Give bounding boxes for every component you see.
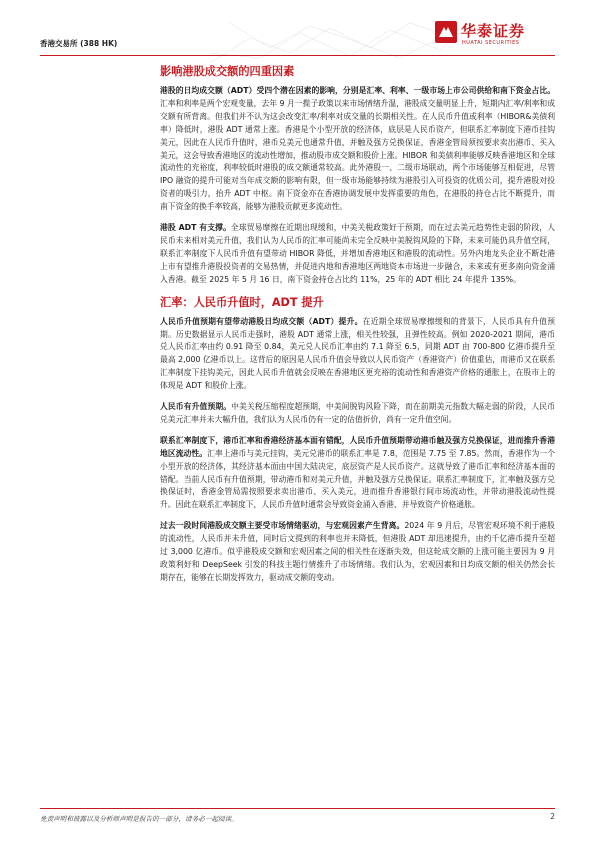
page-number: 2 xyxy=(550,812,555,821)
paragraph-lead: 人民币升值预期有望带动港股日均成交额（ADT）提升。 xyxy=(160,316,363,326)
paragraph-body: 汇率和利率是两个宏观变量，去年 9 月一揽子政策以来市场情绪升温，港股成交量明显上升，短期内汇率/利率和成交额有所背离。但我们并不认为这会改变汇率/利率对成交量的长期相关性。在人民币升值或利率（HIBOR&美债利率）降低时，港股 ADT 通常上涨。香港是个小型开放的经济体，底层是人民币资产，但联系汇率制度下港币挂钩美元，因此在人民币升值时，港币兑美元也通常升值，并触及强方兑换保证，香港金管局须按要求卖出港币、买入美元，这会导致香港地区的流动性增加，推动股市成交额和股价上涨。HIBOR 和美债利率能够反映香港地区和全球流动性的充裕度，利率较低时港股的成交额通常较高。此外港股一、二级市场联动，两个市场能够互相促进，尽管 IPO 融资的提升可能对当年成交额的影响有限，但一级市场能够持续为港股引入可投资的优质公司，提升港股对投资者的吸引力，抬升 ADT 中枢。南下资金亦在香港协调发展中发挥重要的角色，在港股的持仓占比不断提升，而南下资金的换手率较高，能够为港股贡献更多流动性。 xyxy=(160,98,555,212)
paragraph-lead: 人民币有升值预期。 xyxy=(160,402,232,412)
footer-disclaimer: 免责声明和披露以及分析师声明是报告的一部分，请务必一起阅读。 xyxy=(40,815,238,823)
paragraph xyxy=(160,520,555,585)
paragraph-lead: 港股的日均成交额（ADT）受四个潜在因素的影响，分别是汇率、利率、一级市场上市公司供给和南下资金占比。 xyxy=(160,86,555,95)
header-pattern-graphic xyxy=(210,18,470,68)
paragraph xyxy=(160,401,555,427)
page-header xyxy=(40,12,555,54)
section-title: 影响港股成交额的四重因素 xyxy=(160,65,295,78)
paragraph xyxy=(160,435,555,512)
paragraph-lead: 港股 ADT 有支撑。 xyxy=(160,223,231,233)
huatai-logo-icon xyxy=(435,21,457,43)
paragraph-lead: 过去一段时间港股成交额主要受市场情绪驱动，与宏观因素产生背离。 xyxy=(160,521,405,531)
main-content xyxy=(160,64,555,593)
paragraph xyxy=(160,222,555,287)
header-divider xyxy=(40,55,555,56)
paragraph xyxy=(160,85,555,214)
report-company-label: 香港交易所 (388 HK) xyxy=(40,39,118,48)
section-title: 汇率：人民币升值时，ADT 提升 xyxy=(160,295,324,309)
logo-text-en: HUATAI SECURITIES xyxy=(462,40,520,46)
paragraph-body: 汇率上港币与美元挂钩，美元兑港币的联系汇率是 7.8，范围是 7.75 至 7.85。然而，香港作为一个小型开放的经济体，其经济基本面由中国大陆决定，底层资产是人民币资产。这就导致了港币汇率和经济基本面的错配。当前人民币有升值预期，带动港币和对美元升值，并触及强方兑换保证。联系汇率制度下，汇率触及强方兑换保证时，香港金管局需按照要求卖出港币、买入美元，进而推升香港银行间市场流动性，并带动港股流动性提升。因此在联系汇率制度下，人民币升值时通常会导致资金涌入香港，并导致资产价格通胀。 xyxy=(160,448,556,510)
paragraph-body: 全球贸易摩擦在近期出现缓和，中美关税政策好于预期，而在过去美元趋势性走弱的阶段，人民币未来相对美元升值，我们认为人民币的汇率可能尚未完全反映中美脱钩风险的下降，未来可能仍具升值空间，联系汇率制度下人民币升值有望带动 HIBOR 降低，并增加香港地区和港股的流动性。另外内地龙头企业不断赴港上市有望推升港股投资者的交易热情，并促进内地和香港地区两地资本市场进一步融合，未来或有更多南向资金涌入香港。截至 2025 年 5 月 16 日，南下资金持仓占比约 11%，25 年的 ADT 相比 24 年提升 135%。 xyxy=(160,223,555,284)
footer-divider xyxy=(40,808,555,809)
paragraph xyxy=(160,316,555,393)
paragraph-lead: 联系汇率制度下，港币汇率和香港经济基本面有错配，人民币升值预期带动港币触及强方兑换保证，进而推升香港地区流动性。 xyxy=(160,435,555,458)
paragraph-body: 中美关税压缩程度超预期，中美间脱钩风险下降，而在前期美元指数大幅走弱的阶段，人民币兑美元汇率并未大幅升值，我们认为人民币仍有一定的估值折价，尚有一定升值空间。 xyxy=(160,402,556,424)
paragraph-body: 在近期全球贸易摩擦缓和的背景下，人民币具有升值预期。历史数据显示人民币走强时，港股 ADT 通常上涨，相关性较强，且弹性较高。例如 2020-2021 期间，港币兑人民币汇率由约 0.91 降至 0.84，美元兑人民币汇率由约 7.1 降至 6.5，同期 ADT 由 700-800 亿港币提升至最高 2,000 亿港币以上。这背后的原因是人民币升值会导致以人民币资产（香港资产）价值重估，而港币又在联系汇率制度下挂钩美元，因此人民币升值就会反映在香港地区更充裕的流动性和香港资产价格的通胀上，在股市上的体现是 ADT 和股价上涨。 xyxy=(160,316,555,391)
logo-text-cn: 华泰证券 xyxy=(461,22,526,40)
paragraph-body: 2024 年 9 月后，尽管宏观环境不利于港股的流动性，人民币并未升值，同时后文提到的利率也并未降低，但港股 ADT 却迅速提升，由约千亿港币提升至超过 3,000 亿港币。似乎港股成交额和宏观因素之间的相关性在逐渐失效，但这轮成交额的上涨可能主要因为 9 月政策利好和 DeepSeek 引发的科技主题行情推升了市场情绪。我们认为，宏观因素和日均成交额的相关仍然会长期存在，能够在长期发挥效力，驱动成交额的变动。 xyxy=(160,521,555,582)
huatai-logo xyxy=(435,18,555,52)
